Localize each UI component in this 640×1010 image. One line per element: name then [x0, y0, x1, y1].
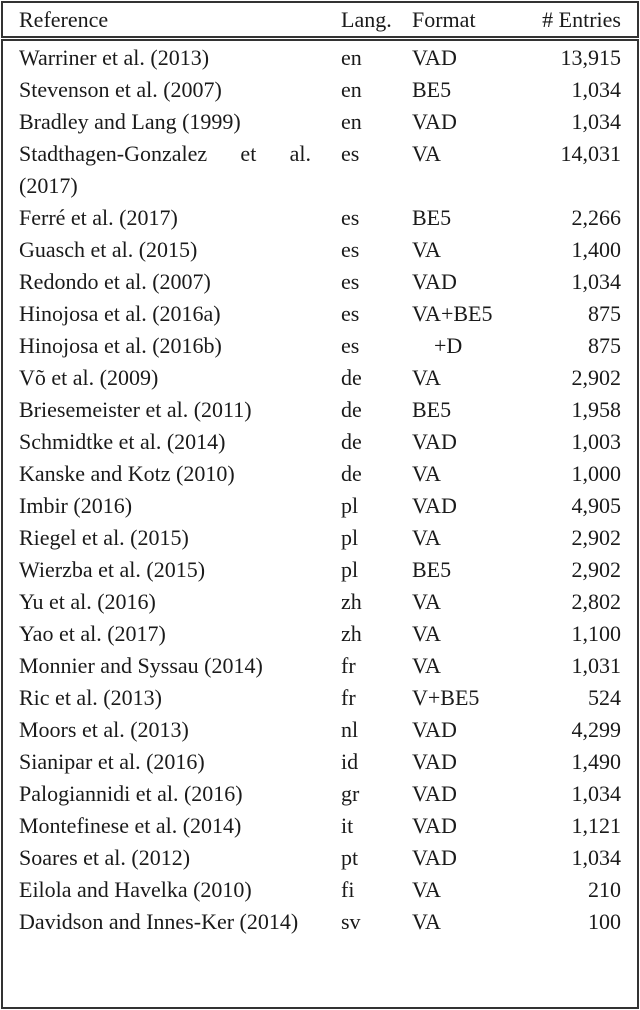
table-row [3, 138, 637, 202]
cell-reference: Moors et al. (2013) [19, 717, 189, 742]
table-row [3, 906, 637, 938]
table-row [3, 842, 637, 874]
cell-entries: 875 [588, 333, 621, 358]
cell-entries: 1,400 [571, 237, 621, 262]
cell-reference: Monnier and Syssau (2014) [19, 653, 263, 678]
cell-entries: 1,121 [571, 813, 621, 838]
table-row [3, 266, 637, 298]
cell-format: VA [412, 909, 441, 934]
table-row [3, 202, 637, 234]
table-row [3, 778, 637, 810]
table-row [3, 650, 637, 682]
cell-reference: Yao et al. (2017) [19, 621, 166, 646]
table-row [3, 490, 637, 522]
cell-entries: 1,958 [571, 397, 621, 422]
cell-format: VAD [412, 749, 457, 774]
cell-entries: 14,031 [560, 141, 621, 166]
cell-entries: 875 [588, 301, 621, 326]
cell-reference: Guasch et al. (2015) [19, 237, 198, 262]
table-body [1, 39, 639, 1009]
cell-reference: Riegel et al. (2015) [19, 525, 189, 550]
cell-lang: gr [341, 781, 360, 806]
table-row [3, 618, 637, 650]
cell-format: V+BE5 [412, 685, 480, 710]
cell-entries: 210 [588, 877, 621, 902]
table-header [1, 1, 639, 38]
cell-lang: fr [341, 685, 356, 710]
cell-lang: pt [341, 845, 359, 870]
table-row [3, 106, 637, 138]
cell-entries: 2,266 [571, 205, 621, 230]
cell-reference: Võ et al. (2009) [19, 365, 159, 390]
cell-format: VAD [412, 109, 457, 134]
cell-format: VA [412, 237, 441, 262]
table-row [3, 426, 637, 458]
table-row [3, 714, 637, 746]
cell-lang: pl [341, 525, 359, 550]
cell-reference: Briesemeister et al. (2011) [19, 397, 252, 422]
cell-reference: Stevenson et al. (2007) [19, 77, 222, 102]
table-row [3, 554, 637, 586]
cell-entries: 1,000 [571, 461, 621, 486]
cell-entries: 1,003 [571, 429, 621, 454]
cell-reference: Davidson and Innes-Ker (2014) [19, 909, 299, 934]
table-row [3, 234, 637, 266]
cell-entries: 2,902 [571, 557, 621, 582]
table-row [3, 522, 637, 554]
cell-lang: es [341, 237, 360, 262]
cell-lang: fi [341, 877, 355, 902]
cell-reference: Wierzba et al. (2015) [19, 557, 206, 582]
header-row [3, 3, 637, 36]
cell-lang: fr [341, 653, 356, 678]
cell-format: +D [412, 333, 463, 358]
cell-reference: Soares et al. (2012) [19, 845, 191, 870]
cell-lang: es [341, 205, 360, 230]
cell-entries: 1,034 [571, 845, 621, 870]
table-row [3, 74, 637, 106]
cell-format: VAD [412, 493, 457, 518]
header-lang: Lang. [341, 7, 392, 32]
cell-format: BE5 [412, 397, 452, 422]
cell-reference: Bradley and Lang (1999) [19, 109, 241, 134]
cell-lang: zh [341, 589, 362, 614]
cell-format: VA [412, 621, 441, 646]
cell-format: VAD [412, 45, 457, 70]
table-row [3, 746, 637, 778]
cell-lang: es [341, 333, 360, 358]
cell-reference: Sianipar et al. (2016) [19, 749, 205, 774]
cell-lang: en [341, 109, 362, 134]
cell-format: VA [412, 365, 441, 390]
cell-entries: 524 [588, 685, 621, 710]
cell-format: BE5 [412, 557, 452, 582]
cell-lang: de [341, 397, 362, 422]
cell-entries: 2,802 [571, 589, 621, 614]
cell-entries: 13,915 [560, 45, 621, 70]
cell-reference: Kanske and Kotz (2010) [19, 461, 235, 486]
cell-lang: zh [341, 621, 362, 646]
cell-format: VA [412, 461, 441, 486]
cell-lang: de [341, 429, 362, 454]
cell-format: VA [412, 525, 441, 550]
cell-entries: 100 [588, 909, 621, 934]
cell-entries: 1,034 [571, 77, 621, 102]
cell-format: VAD [412, 429, 457, 454]
cell-entries: 1,031 [571, 653, 621, 678]
cell-format: VA+BE5 [412, 301, 493, 326]
cell-format: VAD [412, 781, 457, 806]
cell-lang: en [341, 45, 362, 70]
cell-lang: es [341, 301, 360, 326]
cell-lang: de [341, 461, 362, 486]
cell-reference: Hinojosa et al. (2016a) [19, 301, 221, 326]
header-format: Format [412, 7, 476, 32]
table-row [3, 362, 637, 394]
table-row [3, 394, 637, 426]
table-row [3, 298, 637, 330]
cell-reference: Warriner et al. (2013) [19, 45, 210, 70]
cell-lang: pl [341, 493, 359, 518]
cell-reference: Stadthagen-Gonzalez et al. (2017) [19, 141, 311, 198]
cell-format: VAD [412, 269, 457, 294]
cell-lang: de [341, 365, 362, 390]
cell-reference: Redondo et al. (2007) [19, 269, 211, 294]
cell-entries: 1,034 [571, 781, 621, 806]
cell-reference: Eilola and Havelka (2010) [19, 877, 252, 902]
table-row [3, 810, 637, 842]
table-row [3, 586, 637, 618]
header-entries: # Entries [542, 7, 621, 32]
cell-lang: es [341, 141, 360, 166]
cell-reference: Ferré et al. (2017) [19, 205, 178, 230]
cell-format: VA [412, 589, 441, 614]
cell-entries: 4,299 [571, 717, 621, 742]
table-row [3, 682, 637, 714]
cell-format: VAD [412, 717, 457, 742]
cell-reference: Palogiannidi et al. (2016) [19, 781, 243, 806]
cell-format: VA [412, 877, 441, 902]
cell-format: VAD [412, 845, 457, 870]
cell-format: BE5 [412, 77, 452, 102]
cell-entries: 1,490 [571, 749, 621, 774]
table-rows [3, 41, 637, 938]
cell-format: VA [412, 141, 441, 166]
cell-entries: 4,905 [571, 493, 621, 518]
cell-format: BE5 [412, 205, 452, 230]
cell-lang: es [341, 269, 360, 294]
cell-lang: id [341, 749, 359, 774]
cell-reference: Hinojosa et al. (2016b) [19, 333, 222, 358]
cell-reference: Schmidtke et al. (2014) [19, 429, 226, 454]
header-reference: Reference [19, 7, 109, 32]
cell-lang: en [341, 77, 362, 102]
cell-format: VAD [412, 813, 457, 838]
cell-format: VA [412, 653, 441, 678]
cell-reference: Imbir (2016) [19, 493, 133, 518]
cell-lang: sv [341, 909, 361, 934]
cell-entries: 2,902 [571, 365, 621, 390]
table-row [3, 330, 637, 362]
cell-entries: 1,100 [571, 621, 621, 646]
cell-reference: Ric et al. (2013) [19, 685, 162, 710]
table-row [3, 874, 637, 906]
cell-entries: 1,034 [571, 269, 621, 294]
cell-reference: Montefinese et al. (2014) [19, 813, 242, 838]
cell-reference: Yu et al. (2016) [19, 589, 156, 614]
cell-lang: nl [341, 717, 359, 742]
cell-entries: 1,034 [571, 109, 621, 134]
table-row [3, 458, 637, 490]
cell-lang: it [341, 813, 354, 838]
cell-entries: 2,902 [571, 525, 621, 550]
cell-lang: pl [341, 557, 359, 582]
table-row [3, 42, 637, 74]
